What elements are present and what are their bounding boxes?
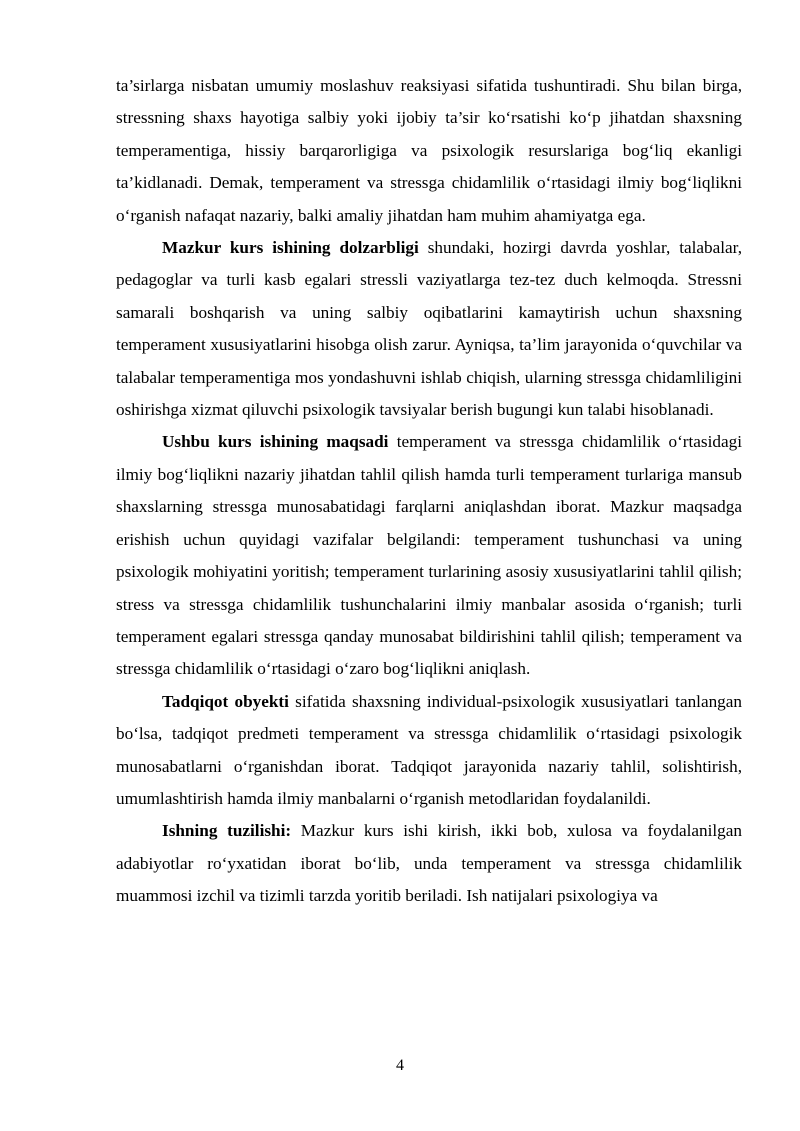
paragraph-heading: Ushbu kurs ishining maqsadi <box>162 432 389 452</box>
paragraph-heading: Tadqiqot obyekti <box>162 691 289 711</box>
paragraph-research-object <box>116 686 742 816</box>
paragraph-goal <box>116 426 742 685</box>
paragraph-structure <box>116 815 742 912</box>
paragraph-text: shundaki, hozirgi davrda yoshlar, talabalar, pedagoglar va turli kasb egalari stressli vaziyatlarga tez-tez duch kelmoqda. Stressni samarali boshqarish va uning salbiy oqibatlarini kamaytirish uchun shaxsning temperament xususiyatlarini hisobga olish zarur. Ayniqsa, ta’lim jarayonida o‘quvchilar va talabalar temperamentiga mos yondashuvni ishlab chiqish, ularning stressga chidamliligini oshirishga xizmat qiluvchi psixologik tavsiyalar berish bugungi kun talabi hisoblanadi. <box>116 238 742 420</box>
page-number: 4 <box>396 1057 404 1074</box>
paragraph-relevance <box>116 232 742 426</box>
paragraph-text: Mazkur kurs ishi kirish, ikki bob, xulosa va foydalanilgan adabiyotlar ro‘yxatidan iborat bo‘lib, unda temperament va stressga chidamlilik muammosi izchil va tizimli tarzda yoritib beriladi. Ish natijalari psixologiya va <box>116 821 742 906</box>
paragraph-text: temperament va stressga chidamlilik o‘rtasidagi ilmiy bog‘liqlikni nazariy jihatdan tahlil qilish hamda turli temperament turlariga mansub shaxslarning stressga munosabatidagi farqlarni aniqlashdan iborat. Mazkur maqsadga erishish uchun quyidagi vazifalar belgilandi: temperament tushunchasi va uning psixologik mohiyatini yoritish; temperament turlarining asosiy xususiyatlarini tahlil qilish; stress va stressga chidamlilik tushunchalarini ilmiy manbalar asosida o‘rganish; turli temperament egalari stressga qanday munosabat bildirishini tahlil qilish; temperament va stressga chidamlilik o‘rtasidagi o‘zaro bog‘liqlikni aniqlash. <box>116 432 742 679</box>
paragraph-heading: Ishning tuzilishi: <box>162 821 292 841</box>
paragraph-text: sifatida shaxsning individual-psixologik xususiyatlari tanlangan bo‘lsa, tadqiqot predmeti temperament va stressga chidamlilik o‘rtasidagi psixologik munosabatlarni o‘rganishdan iborat. Tadqiqot jarayonida nazariy tahlil, solishtirish, umumlashtirish hamda ilmiy manbalarni o‘rganish metodlaridan foydalanildi. <box>116 691 742 808</box>
paragraph-continuation <box>116 70 742 232</box>
text-body <box>116 70 742 913</box>
paragraph-heading: Mazkur kurs ishining dolzarbligi <box>162 238 419 258</box>
paragraph-text: ta’sirlarga nisbatan umumiy moslashuv reaksiyasi sifatida tushuntiradi. Shu bilan birga, stressning shaxs hayotiga salbiy yoki ijobiy ta’sir ko‘rsatishi ko‘p jihatdan shaxsning temperamentiga, hissiy barqarorligiga va psixologik resurslariga bog‘liq ekanligi ta’kidlanadi. Demak, temperament va stressga chidamlilik o‘rtasidagi ilmiy bog‘liqlikni o‘rganish nafaqat nazariy, balki amaliy jihatdan ham muhim ahamiyatga ega. <box>116 76 742 225</box>
